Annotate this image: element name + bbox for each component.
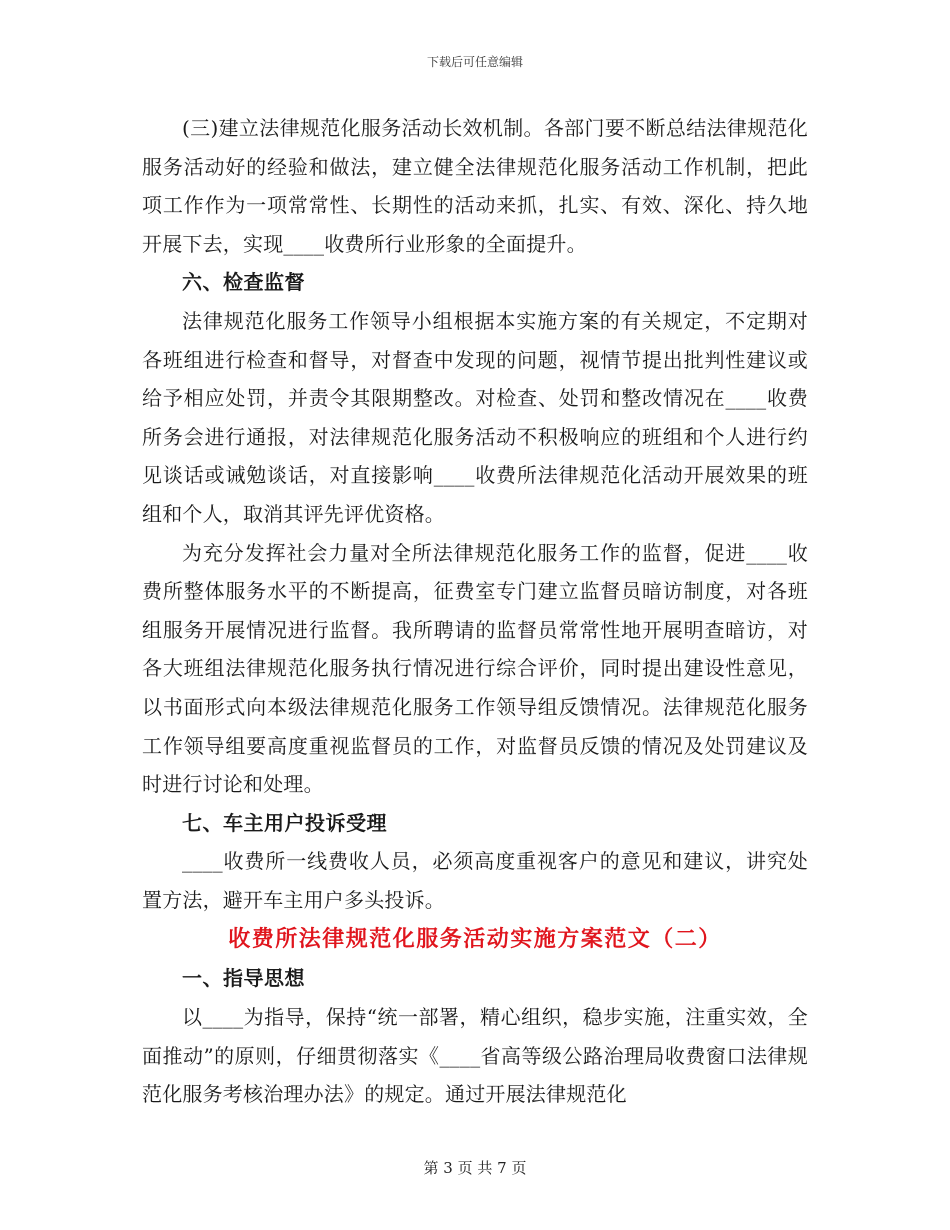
page-header: 下载后可任意编辑 bbox=[426, 55, 523, 69]
paragraph-complaint-handling: ____收费所一线费收人员，必须高度重视客户的意见和建议，讲究处置方法，避开车主用户多头投诉。 bbox=[142, 849, 808, 912]
page-number: 第 3 页 共 7 页 bbox=[423, 1159, 527, 1177]
document-body bbox=[142, 109, 808, 1114]
paragraph-inspection-rules: 法律规范化服务工作领导小组根据本实施方案的有关规定，不定期对各班组进行检查和督导，对督查中发现的问题，视情节提出批判性建议或给予相应处罚，并责令其限期整改。对检查、处罚和整改情况在____收费所务会进行通报，对法律规范化服务活动不积极响应的班组和个人进行约见谈话或诫勉谈话，对直接影响____收费所法律规范化活动开展效果的班组和个人，取消其评先评优资格。 bbox=[142, 308, 808, 526]
paragraph-long-term-mechanism: (三)建立法律规范化服务活动长效机制。各部门要不断总结法律规范化服务活动好的经验和做法，建立健全法律规范化服务活动工作机制，把此项工作作为一项常常性、长期性的活动来抓，扎实、有效、深化、持久地开展下去，实现____收费所行业形象的全面提升。 bbox=[142, 116, 808, 256]
paragraph-supervisor-system: 为充分发挥社会力量对全所法律规范化服务工作的监督，促进____收费所整体服务水平的不断提高，征费室专门建立监督员暗访制度，对各班组服务开展情况进行监督。我所聘请的监督员常常性地开展明查暗访，对各大班组法律规范化服务执行情况进行综合评价，同时提出建设性意见，以书面形式向本级法律规范化服务工作领导组反馈情况。法律规范化服务工作领导组要高度重视监督员的工作，对监督员反馈的情况及处罚建议及时进行讨论和处理。 bbox=[142, 540, 808, 797]
paragraph-guiding-ideology: 以____为指导，保持“统一部署，精心组织，稳步实施，注重实效，全面推动”的原则，仔细贯彻落实《____省高等级公路治理局收费窗口法律规范化服务考核治理办法》的规定。通过开展法律规范化 bbox=[142, 1005, 808, 1107]
section-title: 收费所法律规范化服务活动实施方案范文（二） bbox=[228, 926, 722, 953]
heading-guiding-ideology: 一、指导思想 bbox=[182, 966, 305, 991]
heading-complaint-handling: 七、车主用户投诉受理 bbox=[182, 810, 387, 835]
heading-inspection-supervision: 六、检查监督 bbox=[182, 270, 305, 295]
